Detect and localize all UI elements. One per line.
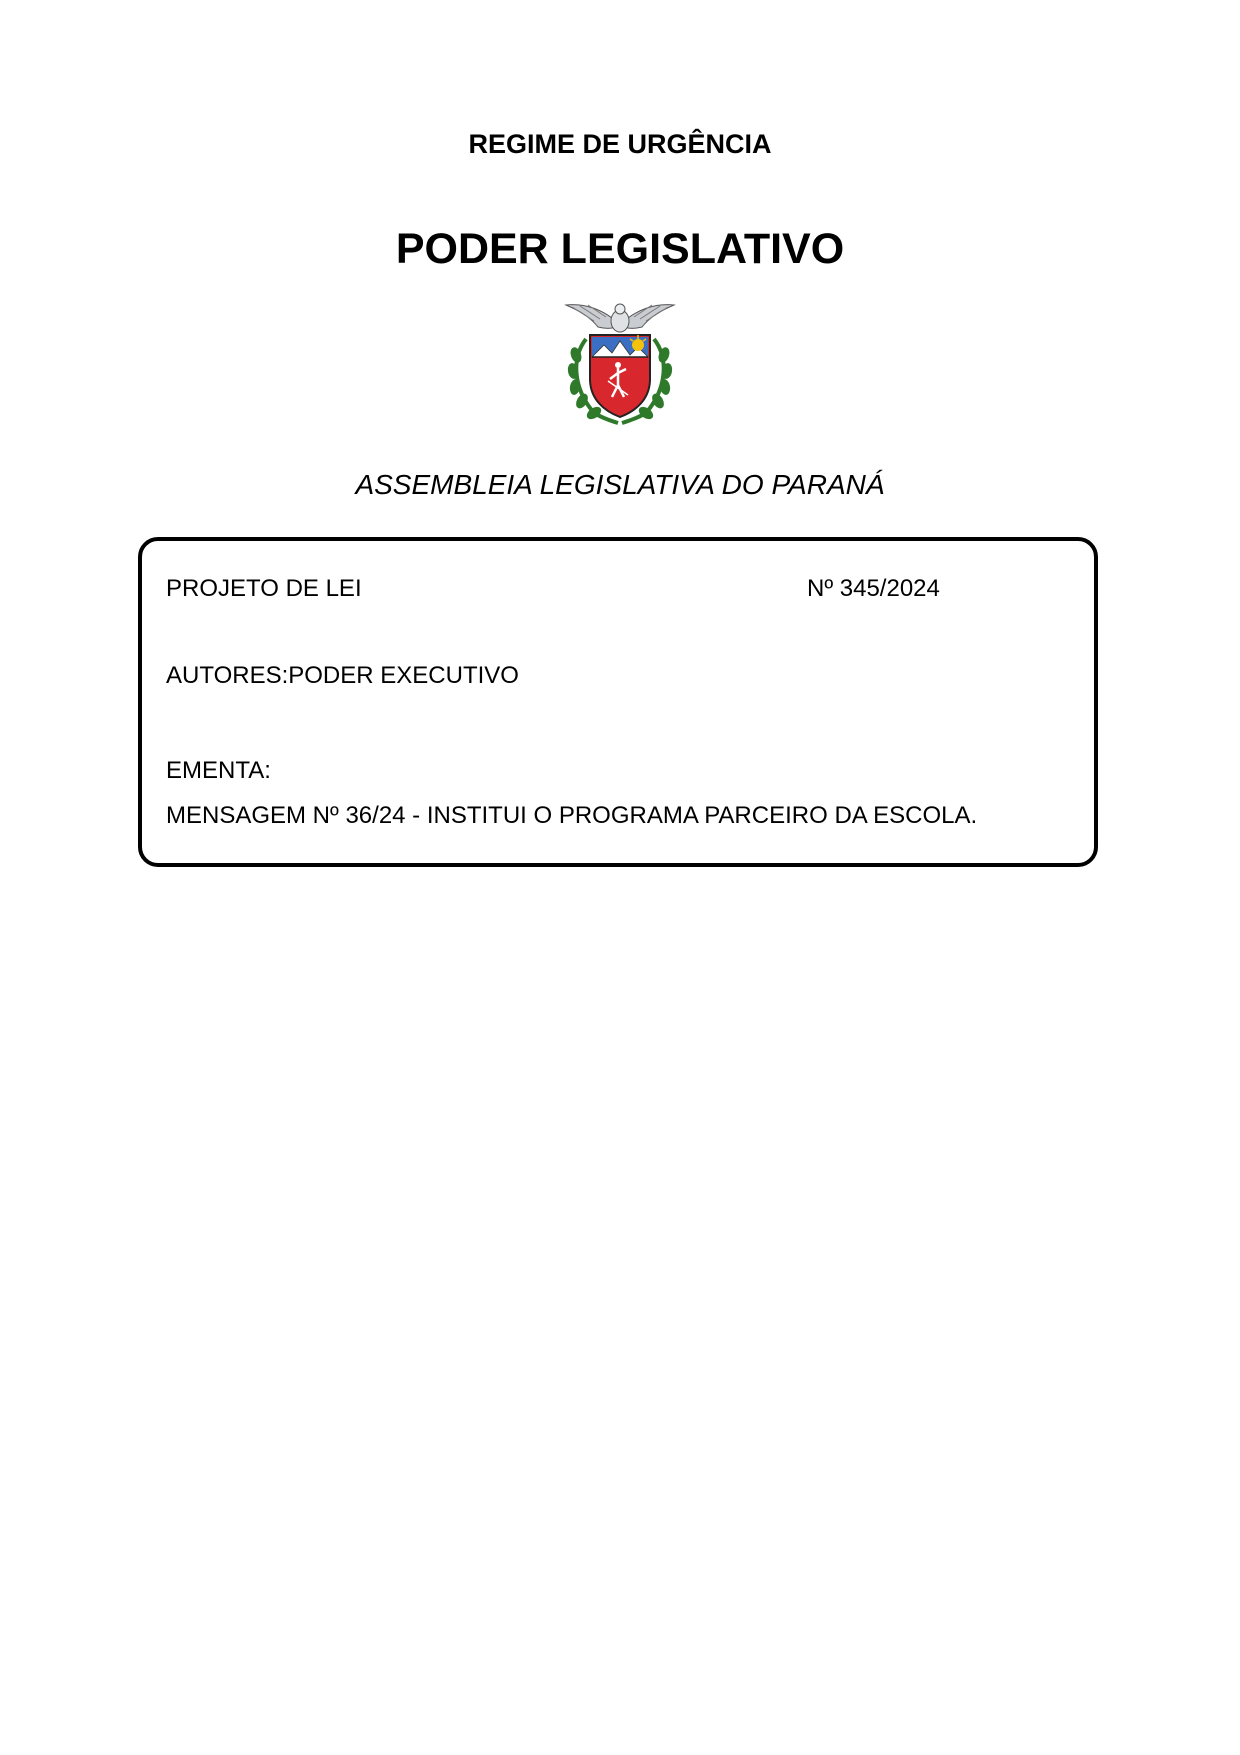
urgency-heading: REGIME DE URGÊNCIA [468,129,772,159]
page-title: PODER LEGISLATIVO [395,225,845,273]
bill-number: Nº 345/2024 [807,575,940,602]
bill-info-box [138,537,1098,867]
summary-text: MENSAGEM Nº 36/24 - INSTITUI O PROGRAMA PARCEIRO DA ESCOLA. [166,802,978,829]
parana-coat-of-arms-icon [564,295,676,427]
summary-label: EMENTA: [166,757,271,784]
assembly-name: ASSEMBLEIA LEGISLATIVA DO PARANÁ [355,469,885,500]
bill-type: PROJETO DE LEI [166,575,362,602]
bill-authors: AUTORES:PODER EXECUTIVO [166,662,519,689]
